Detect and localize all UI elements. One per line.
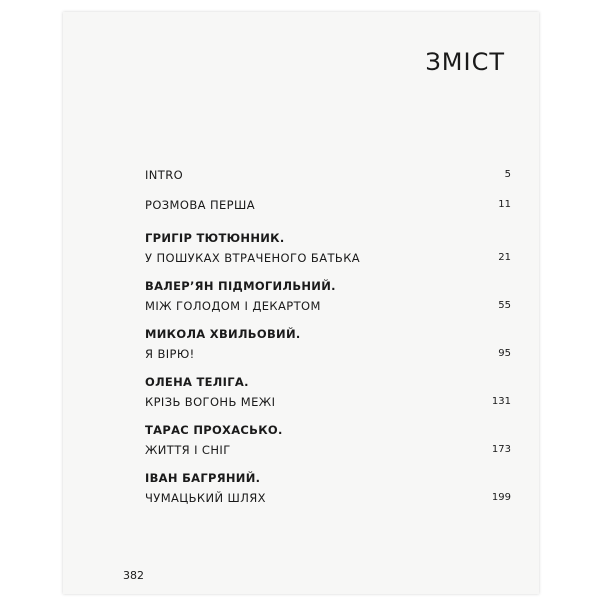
toc-entry-page: 173 <box>491 444 511 455</box>
toc-entry-khvylovyi <box>145 324 511 364</box>
toc-entry-conversation <box>145 195 511 215</box>
toc-entry-author: МИКОЛА ХВИЛЬОВИЙ. <box>145 327 301 341</box>
toc-entry-prokhasko <box>145 420 511 460</box>
toc-entry-pidmohylnyi <box>145 276 511 316</box>
toc-entry-page: 55 <box>498 300 511 311</box>
toc-entry-intro <box>145 165 511 185</box>
toc-entry-page: 199 <box>491 492 511 503</box>
toc-entry-page: 21 <box>498 252 511 263</box>
toc-entry-page: 5 <box>504 169 511 180</box>
toc-entry-teliha <box>145 372 511 412</box>
toc-entry-tiutiunnyk <box>145 228 511 268</box>
toc-entry-title: У ПОШУКАХ ВТРАЧЕНОГО БАТЬКА <box>145 251 361 265</box>
book-page <box>63 12 539 594</box>
toc-entry-title: ЧУМАЦЬКИЙ ШЛЯХ <box>145 491 266 505</box>
toc-entry-page: 11 <box>498 199 511 210</box>
toc-entry-title: МІЖ ГОЛОДОМ І ДЕКАРТОМ <box>145 299 321 313</box>
toc-entry-title: ЖИТТЯ І СНІГ <box>145 443 231 457</box>
toc-entry-page: 131 <box>491 396 511 407</box>
toc-entry-author: ВАЛЕР’ЯН ПІДМОГИЛЬНИЙ. <box>145 279 336 293</box>
toc-entry-author: ІВАН БАГРЯНИЙ. <box>145 471 261 485</box>
toc-entry-author: ОЛЕНА ТЕЛІГА. <box>145 375 249 389</box>
page-number: 382 <box>123 569 144 582</box>
toc-entry-title: Я ВІРЮ! <box>145 347 195 361</box>
toc-title: ЗМІСТ <box>425 48 505 76</box>
toc-entry-author: ГРИГІР ТЮТЮННИК. <box>145 231 285 245</box>
toc-entry-title: РОЗМОВА ПЕРША <box>145 198 255 212</box>
toc-entry-title: INTRO <box>145 168 184 182</box>
toc-entry-title: КРІЗЬ ВОГОНЬ МЕЖІ <box>145 395 276 409</box>
toc-entry-page: 95 <box>498 348 511 359</box>
toc-entry-author: ТАРАС ПРОХАСЬКО. <box>145 423 283 437</box>
toc-entry-bahrianyi <box>145 468 511 508</box>
